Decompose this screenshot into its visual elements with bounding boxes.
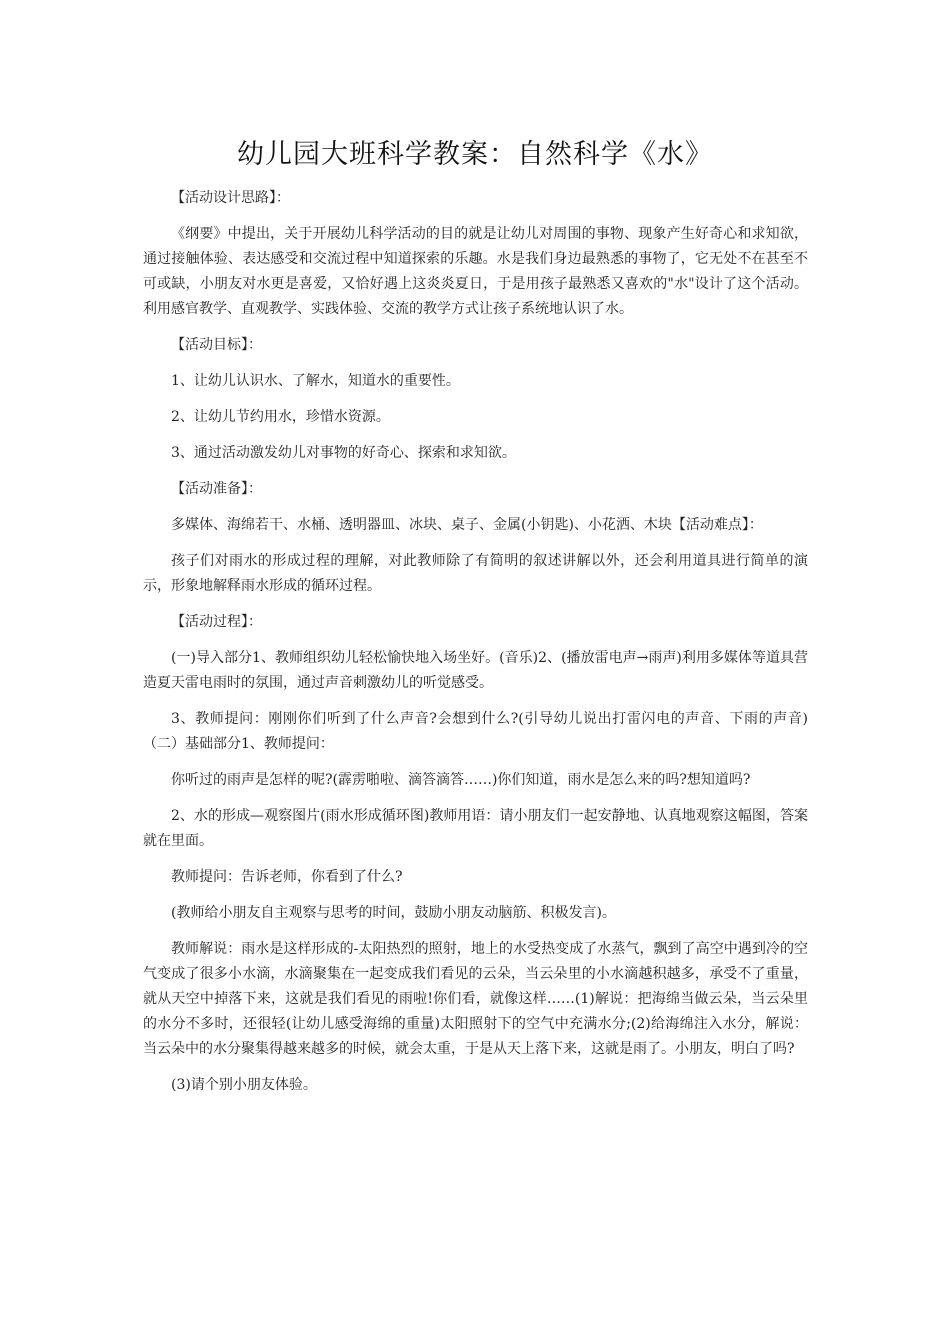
paragraph-goal-3: 3、通过活动激发幼儿对事物的好奇心、探索和求知欲。 [171, 445, 516, 461]
document-title: 幼儿园大班科学教案：自然科学《水》 [237, 139, 713, 170]
paragraph-rain-sound: 你听过的雨声是怎样的呢?(霹雳啪啦、滴答滴答……)你们知道，雨水是怎么来的吗?想知道吗? [171, 772, 751, 788]
paragraph-prep-text: 多媒体、海绵若干、水桶、透明器皿、冰块、桌子、金属(小钥匙)、小花洒、木块【活动难点】： [171, 517, 763, 533]
paragraph-design-text: 《纲要》中提出，关于开展幼儿科学活动的目的就是让幼儿对周围的事物、现象产生好奇心和求知欲，通过接触体验、表达感受和交流过程中知道探索的乐趣。水是我们身边最熟悉的事物了，它无处不在甚至不可或缺，小朋友对水更是喜爱，又恰好遇上这炎炎夏日，于是用孩子最熟悉又喜欢的"水"设计了这个活动。利用感官教学、直观教学、实践体验、交流的教学方式让孩子系统地认识了水。 [143, 226, 808, 317]
paragraph-teacher-explanation: 教师解说：雨水是这样形成的-太阳热烈的照射，地上的水受热变成了水蒸气，飘到了高空中遇到冷的空气变成了很多小水滴，水滴聚集在一起变成我们看见的云朵，当云朵里的小水滴越积越多，承受不了重量，就从天空中掉落下来，这就是我们看见的雨啦!你们看，就像这样……(1)解说：把海绵当做云朵，当云朵里的水分不多时，还很轻(让幼儿感受海绵的重量)太阳照射下的空气中充满水分;(2)给海绵注入水分，解说：当云朵中的水分聚集得越来越多的时候，就会太重，于是从天上落下来，这就是雨了。小朋友，明白了吗? [143, 941, 808, 1057]
paragraph-process-heading: 【活动过程】： [171, 614, 262, 630]
paragraph-water-formation: 2、水的形成—观察图片(雨水形成循环图)教师用语：请小朋友们一起安静地、认真地观察这幅图，答案就在里面。 [143, 808, 808, 849]
paragraph-design-heading: 【活动设计思路】： [171, 190, 290, 206]
paragraph-goal-2: 2、让幼儿节约用水，珍惜水资源。 [171, 409, 390, 425]
paragraph-question-1: 3、教师提问：刚刚你们听到了什么声音?会想到什么?(引导幼儿说出打雷闪电的声音、下雨的声音)（二）基础部分1、教师提问： [143, 711, 808, 752]
paragraph-teacher-question: 教师提问：告诉老师，你看到了什么? [171, 869, 403, 885]
paragraph-experience: (3)请个别小朋友体验。 [171, 1077, 317, 1093]
paragraph-observation-time: (教师给小朋友自主观察与思考的时间，鼓励小朋友动脑筋、积极发言)。 [171, 905, 616, 921]
paragraph-difficulty-text: 孩子们对雨水的形成过程的理解，对此教师除了有简明的叙述讲解以外，还会利用道具进行简单的演示，形象地解释雨水形成的循环过程。 [143, 553, 808, 594]
paragraph-goals-heading: 【活动目标】： [171, 337, 262, 353]
paragraph-goal-1: 1、让幼儿认识水、了解水，知道水的重要性。 [171, 373, 460, 389]
paragraph-intro: (一)导入部分1、教师组织幼儿轻松愉快地入场坐好。(音乐)2、(播放雷电声→雨声)利用多媒体等道具营造夏天雷电雨时的氛围，通过声音刺激幼儿的听觉感受。 [143, 650, 808, 691]
document-body [143, 186, 808, 1109]
paragraph-prep-heading: 【活动准备】： [171, 481, 262, 497]
